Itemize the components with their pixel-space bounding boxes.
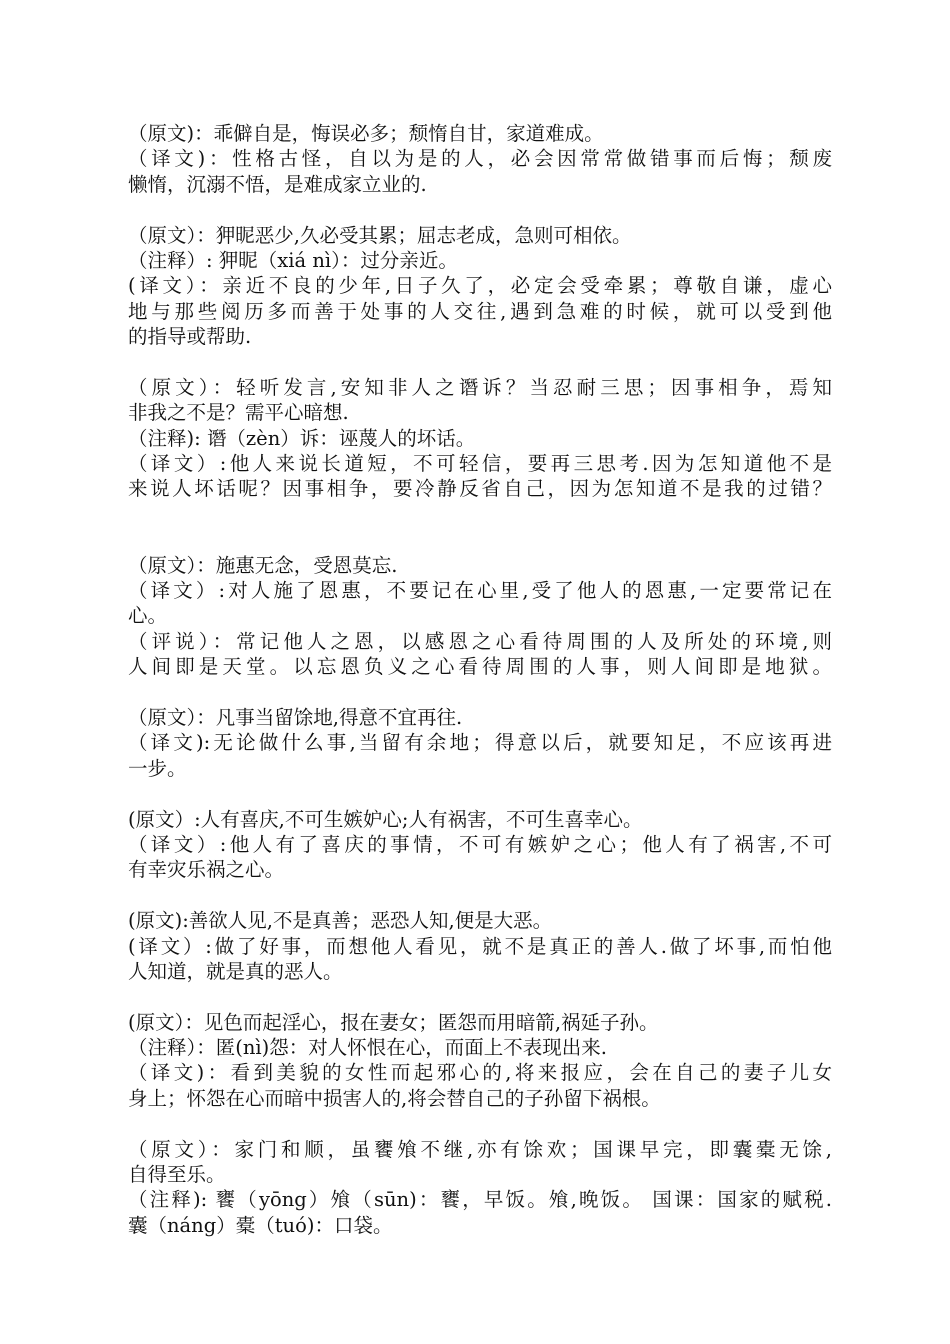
annotation-line: （注释）：匿(nì)怨：对人怀恨在心，而面上不表现出来. (128, 1036, 607, 1060)
original-text-line: (原文）：见色而起淫心，报在妻女；匿怨而用暗箭,祸延子孙。 (128, 1010, 659, 1034)
annotation-line: 囊（náng）橐（tuó)：口袋。 (128, 1213, 393, 1237)
paragraph-gap (128, 680, 832, 705)
translation-line: 懒惰，沉溺不悟，是难成家立业的. (128, 172, 427, 196)
passage-6 (128, 807, 832, 883)
original-text-line: （原文）：凡事当留馀地,得意不宜再往. (128, 706, 463, 729)
paragraph-gap (128, 350, 832, 375)
passage-8 (128, 1010, 832, 1112)
translation-line: 来说人坏话呢？因事相争，要冷静反省自己，因为怎知道不是我的过错？ (128, 477, 832, 501)
commentary-line: 人间即是天堂。以忘恩负义之心看待周围的人事，则人间即是地狱。 (128, 655, 832, 679)
translation-line: (译文）:做了好事，而想他人看见，就不是真正的善人.做了坏事,而怕他 (128, 934, 832, 958)
commentary-line: （评说）：常记他人之恩，以感恩之心看待周围的人及所处的环境,则 (128, 629, 832, 653)
paragraph-gap (128, 1111, 832, 1136)
paragraph-gap (128, 781, 832, 806)
original-text-line: （原文）：轻听发言,安知非人之谮诉？当忍耐三思；因事相争，焉知 (128, 375, 832, 399)
translation-line: （译文)：性格古怪，自以为是的人，必会因常常做错事而后悔；颓废 (128, 147, 832, 171)
original-text-line: 自得至乐。 (128, 1163, 226, 1187)
paragraph-gap (128, 883, 832, 908)
original-text-line: （原文)：乖僻自是，悔误必多；颓惰自甘，家道难成。 (128, 122, 604, 145)
document-page (128, 121, 832, 1238)
translation-line: （译文)：看到美貌的女性而起邪心的,将来报应，会在自己的妻子儿女 (128, 1061, 832, 1085)
translation-line: 的指导或帮助. (128, 325, 252, 349)
translation-line: 有幸灾乐祸之心。 (128, 858, 285, 882)
original-text-line: (原文):善欲人见,不是真善；恶恐人知,便是大恶。 (128, 909, 553, 933)
annotation-line: （注释): 谮（zèn）诉：诬蔑人的坏话。 (128, 426, 476, 450)
translation-line: 人知道，就是真的恶人。 (128, 959, 343, 983)
translation-line: (译文）：亲近不良的少年,日子久了，必定会受牵累；尊敬自谦，虚心 (128, 274, 832, 298)
paragraph-gap (128, 984, 832, 1009)
passage-2 (128, 223, 832, 350)
passage-1 (128, 121, 832, 197)
translation-line: （译文）:他人有了喜庆的事情，不可有嫉妒之心；他人有了祸害,不可 (128, 832, 832, 856)
passage-9 (128, 1137, 832, 1239)
original-text-line: （原文）：施惠无念，受恩莫忘. (128, 553, 398, 577)
passage-4 (128, 553, 832, 680)
passage-5 (128, 705, 832, 781)
original-text-line: 非我之不是？需平心暗想. (128, 401, 349, 425)
annotation-line: （注释): 饔（yōng）飧（sūn)：饔，早饭。飧,晚饭。 国课：国家的赋税. (128, 1188, 832, 1212)
translation-line: 地与那些阅历多而善于处事的人交往,遇到急难的时候，就可以受到他 (128, 299, 832, 323)
translation-line: （译文）:他人来说长道短，不可轻信，要再三思考.因为怎知道他不是 (128, 452, 832, 476)
original-text-line: （原文）：家门和顺，虽饔飧不继,亦有馀欢；国课早完，即囊橐无馀, (128, 1137, 832, 1161)
original-text-line: (原文）:人有喜庆,不可生嫉妒心;人有祸害，不可生喜幸心。 (128, 807, 643, 831)
translation-line: 身上；怀怨在心而暗中损害人的,将会替自己的子孙留下祸根。 (128, 1086, 661, 1110)
annotation-line: （注释）: 狎昵（xiá nì）：过分亲近。 (128, 248, 458, 272)
translation-line: （译文):无论做什么事,当留有余地；得意以后，就要知足，不应该再进 (128, 731, 832, 755)
translation-line: 一步。 (128, 756, 187, 780)
translation-line: 心。 (128, 604, 168, 628)
paragraph-gap (128, 197, 832, 222)
paragraph-gap (128, 502, 832, 553)
passage-3 (128, 375, 832, 502)
translation-line: （译文）:对人施了恩惠，不要记在心里,受了他人的恩惠,一定要常记在 (128, 579, 832, 603)
passage-7 (128, 908, 832, 984)
original-text-line: （原文）：狎昵恶少,久必受其累；屈志老成，急则可相依。 (128, 223, 632, 247)
